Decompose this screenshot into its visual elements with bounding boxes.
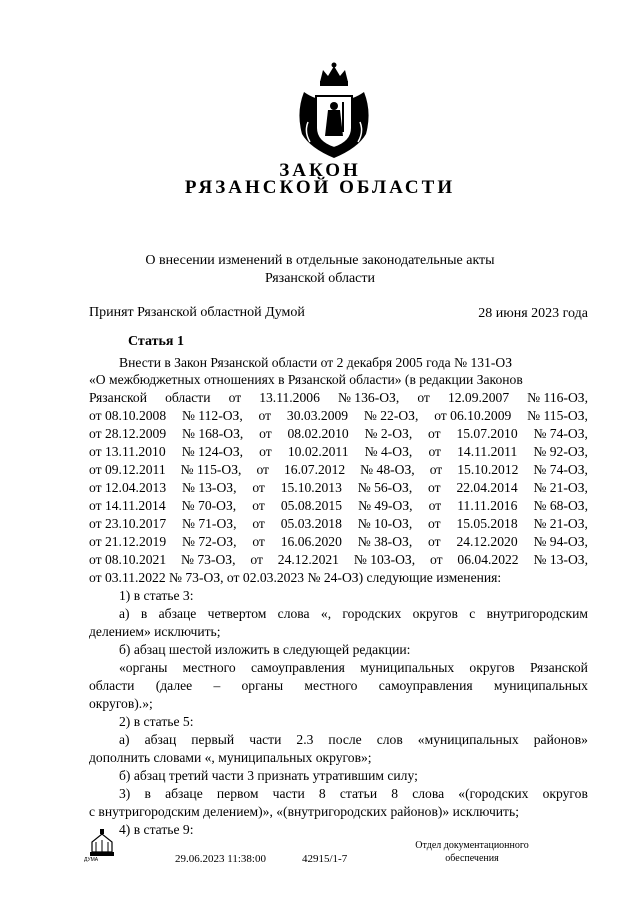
body-word: № 92-ОЗ, — [533, 444, 588, 459]
body-word: от — [430, 552, 443, 567]
body-word: муниципальных — [493, 678, 588, 693]
body-word: № 10-ОЗ, — [357, 516, 413, 531]
body-line — [119, 605, 588, 623]
body-word: – — [213, 678, 221, 693]
body-word: 4) в статье 9: — [119, 822, 194, 837]
body-word: округов).»; — [89, 696, 153, 711]
body-word: «органы — [119, 660, 168, 675]
body-line — [119, 587, 588, 605]
body-word: Рязанской — [89, 390, 147, 405]
coat-of-arms-emblem — [290, 62, 378, 162]
body-word: от 03.11.2022 № 73-ОЗ, от 02.03.2023 № 24-ОЗ) следующие изменения: — [89, 570, 502, 585]
body-word: № 124-ОЗ, — [181, 444, 244, 459]
body-word: Рязанской — [529, 660, 588, 675]
body-word: абзаце — [158, 606, 197, 621]
body-word: от 23.10.2017 — [89, 516, 167, 531]
accepted-by: Принят Рязанской областной Думой — [89, 305, 305, 320]
body-word: от — [428, 498, 442, 513]
body-line — [89, 803, 588, 821]
body-word: 11.11.2016 — [457, 498, 518, 513]
body-word: округов — [412, 606, 458, 621]
body-word: а) — [119, 606, 130, 621]
body-word: 14.11.2011 — [457, 444, 518, 459]
body-line — [89, 533, 588, 551]
body-word: 24.12.2020 — [456, 534, 518, 549]
body-word: от — [259, 426, 272, 441]
body-word: части — [272, 786, 305, 801]
body-word: № 115-ОЗ, — [527, 408, 588, 423]
body-word: области — [89, 678, 135, 693]
body-word: № 48-ОЗ, — [360, 462, 415, 477]
subtitle-line2: Рязанской области — [264, 271, 376, 286]
body-word: 08.02.2010 — [287, 426, 349, 441]
body-word: от — [428, 426, 441, 441]
body-word: № 49-ОЗ, — [358, 498, 413, 513]
body-word: четвертом — [207, 606, 267, 621]
body-line — [119, 354, 588, 372]
body-word: от — [417, 390, 430, 405]
body-word: 05.03.2018 — [280, 516, 342, 531]
body-word: 1) в статье 3: — [119, 588, 194, 603]
body-word: 15.10.2012 — [457, 462, 519, 477]
body-word: 3) — [119, 786, 131, 801]
body-word: абзац — [144, 732, 177, 747]
body-line — [89, 695, 588, 713]
body-word: № 94-ОЗ, — [533, 534, 588, 549]
body-word: № 56-ОЗ, — [357, 480, 413, 495]
body-word: Внести в Закон Рязанской области от 2 декабря 2005 года № 131-ОЗ — [119, 355, 513, 370]
body-word: а) — [119, 732, 130, 747]
body-line — [119, 731, 588, 749]
body-word: № 22-ОЗ, — [363, 408, 419, 423]
body-word: № 103-ОЗ, — [353, 552, 416, 567]
body-word: от — [250, 552, 263, 567]
body-word: № 38-ОЗ, — [357, 534, 413, 549]
body-word: № 13-ОЗ, — [181, 480, 237, 495]
body-word: 13.11.2006 — [259, 390, 320, 405]
body-word: № 68-ОЗ, — [533, 498, 588, 513]
body-word: № 115-ОЗ, — [180, 462, 242, 477]
body-word: слов — [376, 732, 403, 747]
body-word: абзаце — [165, 786, 203, 801]
body-word: № 71-ОЗ, — [181, 516, 237, 531]
body-line — [119, 713, 588, 731]
body-word: от — [258, 408, 272, 423]
body-word: от — [428, 444, 441, 459]
body-line — [89, 551, 588, 569]
body-word: № 136-ОЗ, — [337, 390, 400, 405]
body-word: 15.05.2018 — [456, 516, 518, 531]
body-word: статьи — [339, 786, 378, 801]
body-word: районов» — [533, 732, 588, 747]
footer-department — [400, 839, 544, 865]
body-word: округов — [542, 786, 588, 801]
body-word: внутригородским — [486, 606, 588, 621]
body-line — [89, 677, 588, 695]
duma-seal-label: ДУМА — [84, 857, 99, 863]
body-word: № 21-ОЗ, — [533, 480, 588, 495]
body-word: 16.07.2012 — [284, 462, 346, 477]
duma-seal-icon — [88, 828, 116, 860]
body-line — [89, 389, 588, 407]
body-line — [89, 461, 588, 479]
body-word: от — [252, 480, 265, 495]
body-line — [119, 659, 588, 677]
body-line — [89, 479, 588, 497]
body-word: с внутригородским делением)», «(внутригородских районов)» исключить; — [89, 804, 519, 819]
body-word: первый — [191, 732, 235, 747]
body-word: 05.08.2015 — [280, 498, 343, 513]
body-line — [89, 749, 588, 767]
body-word: № 72-ОЗ, — [181, 534, 237, 549]
body-word: от — [256, 462, 269, 477]
body-word: 15.07.2010 — [456, 426, 518, 441]
body-line — [89, 623, 588, 641]
body-word: № 116-ОЗ, — [527, 390, 588, 405]
body-word: от 28.12.2009 — [89, 426, 167, 441]
subtitle-line1: О внесении изменений в отдельные законодательные акты — [145, 253, 495, 268]
body-word: от 14.11.2014 — [89, 498, 166, 513]
article-heading: Статья 1 — [128, 334, 184, 349]
body-word: 2) в статье 5: — [119, 714, 194, 729]
body-word: муниципальных — [360, 660, 455, 675]
body-word: местного — [182, 660, 236, 675]
body-word: от — [259, 444, 272, 459]
body-line — [119, 641, 588, 659]
body-word: № 4-ОЗ, — [364, 444, 413, 459]
body-word: 24.12.2021 — [277, 552, 339, 567]
body-word: местного — [304, 678, 358, 693]
body-word: слова — [277, 606, 310, 621]
body-word: б) абзац третий части 3 признать утратившим силу; — [119, 768, 418, 783]
body-word: № 74-ОЗ, — [533, 426, 588, 441]
body-word: от — [252, 498, 265, 513]
body-line — [89, 443, 588, 461]
body-line — [89, 569, 588, 587]
body-word: 06.04.2022 — [457, 552, 519, 567]
footer-department-line2: обеспечения — [445, 853, 499, 864]
body-word: от 08.10.2008 — [89, 408, 167, 423]
body-word: (далее — [155, 678, 193, 693]
body-word: 10.02.2011 — [287, 444, 349, 459]
footer-timestamp: 29.06.2023 11:38:00 — [175, 853, 266, 865]
body-word: от — [252, 516, 265, 531]
body-word: от 09.12.2011 — [89, 462, 166, 477]
body-line — [89, 425, 588, 443]
body-word: «О межбюджетных отношениях в Рязанской области» (в редакции Законов — [89, 372, 523, 387]
body-word: округов — [469, 660, 515, 675]
body-word: № 73-ОЗ, — [181, 552, 236, 567]
body-word: с — [469, 606, 476, 621]
body-line — [89, 497, 588, 515]
body-word: 8 — [318, 786, 326, 801]
body-line — [89, 407, 588, 425]
body-word: части — [249, 732, 282, 747]
footer-department-line1: Отдел документационного — [415, 840, 529, 851]
body-line — [119, 785, 588, 803]
body-word: от — [428, 534, 441, 549]
body-word: 2.3 — [296, 732, 314, 747]
body-word: «муниципальных — [417, 732, 519, 747]
body-word: № 21-ОЗ, — [533, 516, 588, 531]
body-word: органы — [241, 678, 284, 693]
footer-doc-number: 42915/1-7 — [302, 853, 348, 865]
law-title-line1: ЗАКОН — [279, 160, 361, 181]
body-word: после — [328, 732, 362, 747]
body-word: 12.09.2007 — [447, 390, 510, 405]
body-word: от 06.10.2009 — [434, 408, 512, 423]
body-word: от 21.12.2019 — [89, 534, 167, 549]
body-word: от 08.10.2021 — [89, 552, 167, 567]
body-word: от 13.11.2010 — [89, 444, 166, 459]
body-word: «, — [320, 606, 332, 621]
body-word: дополнить словами «, муниципальных округов»; — [89, 750, 372, 765]
body-word: № 2-ОЗ, — [364, 426, 413, 441]
body-word: от — [429, 462, 443, 477]
body-line — [119, 821, 588, 839]
body-word: «(городских — [458, 786, 529, 801]
body-word: первом — [216, 786, 259, 801]
body-line — [89, 515, 588, 533]
acceptance-date: 28 июня 2023 года — [478, 306, 588, 321]
body-word: 15.10.2013 — [280, 480, 342, 495]
body-word: 8 — [391, 786, 399, 801]
body-word: 30.03.2009 — [286, 408, 349, 423]
body-word: слова — [412, 786, 445, 801]
body-word: в — [144, 786, 151, 801]
body-word: самоуправления — [250, 660, 345, 675]
body-word: от — [428, 480, 441, 495]
body-word: 22.04.2014 — [456, 480, 518, 495]
body-word: № 112-ОЗ, — [181, 408, 243, 423]
body-word: области — [165, 390, 211, 405]
body-word: № 168-ОЗ, — [181, 426, 244, 441]
body-word: от — [228, 390, 242, 405]
law-title-line2: РЯЗАНСКОЙ ОБЛАСТИ — [184, 177, 456, 198]
body-word: б) абзац шестой изложить в следующей редакции: — [119, 642, 411, 657]
body-word: самоуправления — [378, 678, 473, 693]
body-word: делением» исключить; — [89, 624, 221, 639]
body-word: № 13-ОЗ, — [533, 552, 588, 567]
body-word: городских — [342, 606, 402, 621]
body-word: 16.06.2020 — [280, 534, 342, 549]
body-word: № 74-ОЗ, — [533, 462, 588, 477]
body-line — [89, 371, 588, 389]
body-line — [119, 767, 588, 785]
body-word: № 70-ОЗ, — [181, 498, 237, 513]
body-word: от — [428, 516, 441, 531]
body-word: от — [252, 534, 265, 549]
body-word: от 12.04.2013 — [89, 480, 167, 495]
body-word: в — [140, 606, 148, 621]
